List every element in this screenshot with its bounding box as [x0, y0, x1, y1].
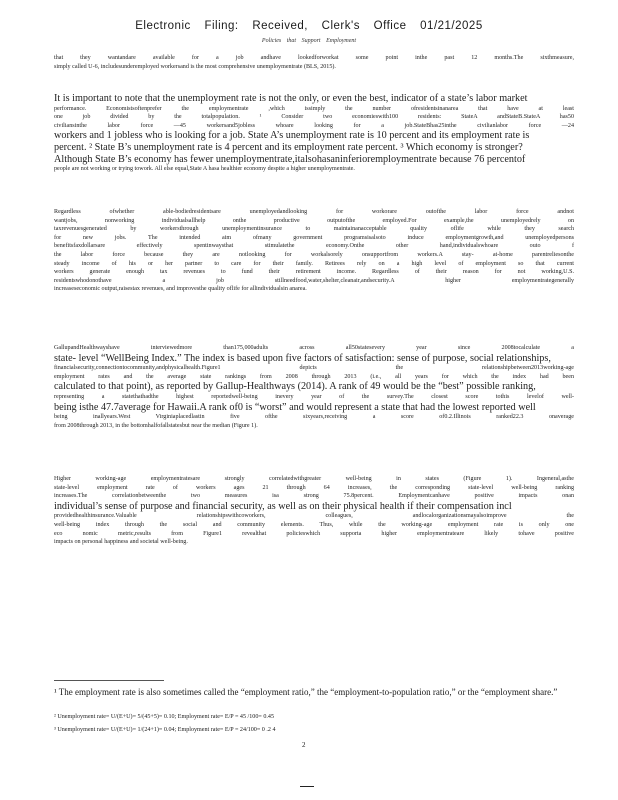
text-line: benefitsfaxdollarsare effectively spentinwaysthat stimulatethe economy.Onthe other hand,individualswhoare outo f — [54, 243, 574, 250]
paragraph-1 — [54, 54, 574, 71]
text-line: well-being index through the social and community elements. Thus, while the working-age employment rate is only one — [54, 521, 574, 528]
text-line: representing a statethathadthe highest reportedwell-being inevery year of the survey.The closest score tothis levelof well- — [54, 393, 574, 400]
text-line: people are not working or trying towork. All else equal,State A hasa healthier economy despite a higher unemploymentrate. — [54, 166, 355, 173]
text-line: individual’s sense of purpose and financial security, as well as on their physical health if their compensation incl — [54, 500, 512, 512]
footnote-1: ¹ The employment rate is also sometimes called the “employment ratio,” the “employment-to-population ratio,” or the “employment share.” — [54, 687, 558, 697]
text-line: percent. ² State B’s unemployment rate is 4 percent and its employment rate percent. ³ Which economy is stronger? — [54, 141, 523, 153]
text-line: being inallyears.West Virginiaplacedlastin five ofthe sixyears,receiving a score of0.2.Illinois ranked22.3 onaverage — [54, 414, 574, 421]
text-line: workers and 1 jobless who is looking for a job. State A’s unemployment rate is 10 percent and its employment rate is — [54, 130, 530, 142]
text-line: increases.The correlationbetweenthe two measures isa strong 75.8percent. Employmentcanhave positive impacts onan — [54, 493, 574, 500]
text-line: residentswhodonothave a job stillneedfood,water,shelter,cleanair,andsecurity.A higher employmentrategenerally — [54, 277, 574, 284]
text-line: providedhealthinsurance.Valuable relationshipswithcoworkers, colleagues, andlocalorganizationsmayalsoimprove the — [54, 513, 574, 520]
text-line: steady income of his or her partner to care for their family. Retirees rely on a high level of employment so that current — [54, 260, 574, 267]
text-line: state- level “WellBeing Index.” The index is based upon five factors of satisfaction: sense of purpose, social relationships, — [54, 352, 551, 364]
text-line: that they wantandare available for a job andhave lookedforworkat some point inthe past 12 months.The sixthmeasure, — [54, 55, 574, 61]
text-line: calculated to that point), as reported by Gallup-Healthways (2014). A rank of 49 would be the “best” possible ranking, — [54, 381, 536, 393]
text-line: for new jobs. The intended aim ofmany government programsisalsoto induce employmentgrowth,and unemployedpersons — [54, 234, 574, 241]
filing-header: Electronic Filing: Received, Clerk's Office 01/21/2025 — [135, 20, 483, 32]
text-line: state-level employment rate of workers ages 21 through 64 increases, the corresponding state-level well-being ranking — [54, 484, 574, 491]
text-line: Although State B’s economy has fewer unemploymentrate,italsohasaninferioremploymentrate because 76 percentof — [54, 153, 526, 165]
text-line: GallupandHealthwayshave interviewedmore than175,000adults across all50statesevery year since 2008tocalculate a — [54, 345, 574, 351]
paragraph-5 — [54, 475, 574, 547]
text-line: simply called U-6, includesunderemployed workersand is the most comprehensive unemploymentrate (BLS, 2015). — [54, 63, 336, 70]
text-line: wantjobs, nonworking individualsallhelp onthe productive outputofthe employed.For example,the unemployedrely on — [54, 217, 574, 224]
footnote-2: ² Unemployment rate= U/(E+U)= 5/(45+5)= 0.10; Employment rate= E/P = 45 /100= 0.45 — [54, 714, 274, 720]
footnote-3: ³ Unemployment rate= U/(E+U)= 1/(24+1)= 0.04; Employment rate= E/P = 24/100= 0 .2 4 — [54, 727, 276, 733]
text-line: Regardless ofwhether able-bodiedresidentsare unemployedandlooking for workorare outofthe labor force andnot — [54, 209, 574, 215]
text-line: performance. Economistsoftenprefer the employmentrate ,which issimply the number ofresidentsinanarea that have at least — [54, 105, 574, 112]
text-line: impacts on personal happiness and societal well-being. — [54, 539, 188, 546]
page-number: 2 — [302, 741, 306, 749]
paragraph-4 — [54, 344, 574, 430]
text-line: employment rates and the average state rankings from 2008 through 2013 (i.e., all years for which the index had been — [54, 373, 574, 380]
text-line: financialsecurity,connectiontocommunity,andphysicalhealth.Figure1 depicts the relationshipbetween2013working-age — [54, 365, 574, 372]
footnote-rule — [54, 680, 164, 681]
text-line: from 2008through 2013, in the bottomhalfofallstatesbut near the median (Figure 1). — [54, 422, 258, 429]
filing-subtitle: Policies that Support Employment — [261, 38, 357, 44]
bottom-mark — [300, 786, 314, 787]
text-line: increaseseconomic output,raisestax revenues, and improvesthe quality oflife for allindividualsin anarea. — [54, 286, 307, 293]
paragraph-3 — [54, 208, 574, 294]
text-line: one job divided by the totalpopulation. ¹ Consider two economieswith100 residents: StateA andStateB.StateA has50 — [54, 114, 574, 121]
paragraph-2 — [54, 93, 574, 174]
text-line: being isthe 47.7average for Hawaii.A rank of0 is “worst” and would represent a state that had the lowest reported well — [54, 401, 536, 413]
text-line: eco nomic metric,results from Figure1 revealthat policieswhich supporta higher employmentrateare likely tohave positive — [54, 530, 574, 537]
text-line: the labor force because they are notlooking for workalsorely onsupportfrom workers.A stay- at-home parentreliesonthe — [54, 251, 574, 258]
text-line: civiliansinthe labor force —45 workersand5jobless whoare looking for a job.StateBhas25inthe civilianlabor force —24 — [54, 122, 574, 129]
text-line: It is important to note that the unemployment rate is not the only, or even the best, indicator of a state’s labor market — [54, 93, 528, 104]
text-line: workers generate enough tax revenues to fund their retirement income. Regardless of their reason for not working,U.S. — [54, 269, 574, 276]
text-line: taxrevenuesgenerated by workersthrough unemploymentinsurance to maintainanacceptable quality oflife while they search — [54, 226, 574, 233]
text-line: Higher working-age employmentratesare strongly correlatedwithgreater well-being in states (Figure 1). Ingeneral,asthe — [54, 476, 574, 482]
